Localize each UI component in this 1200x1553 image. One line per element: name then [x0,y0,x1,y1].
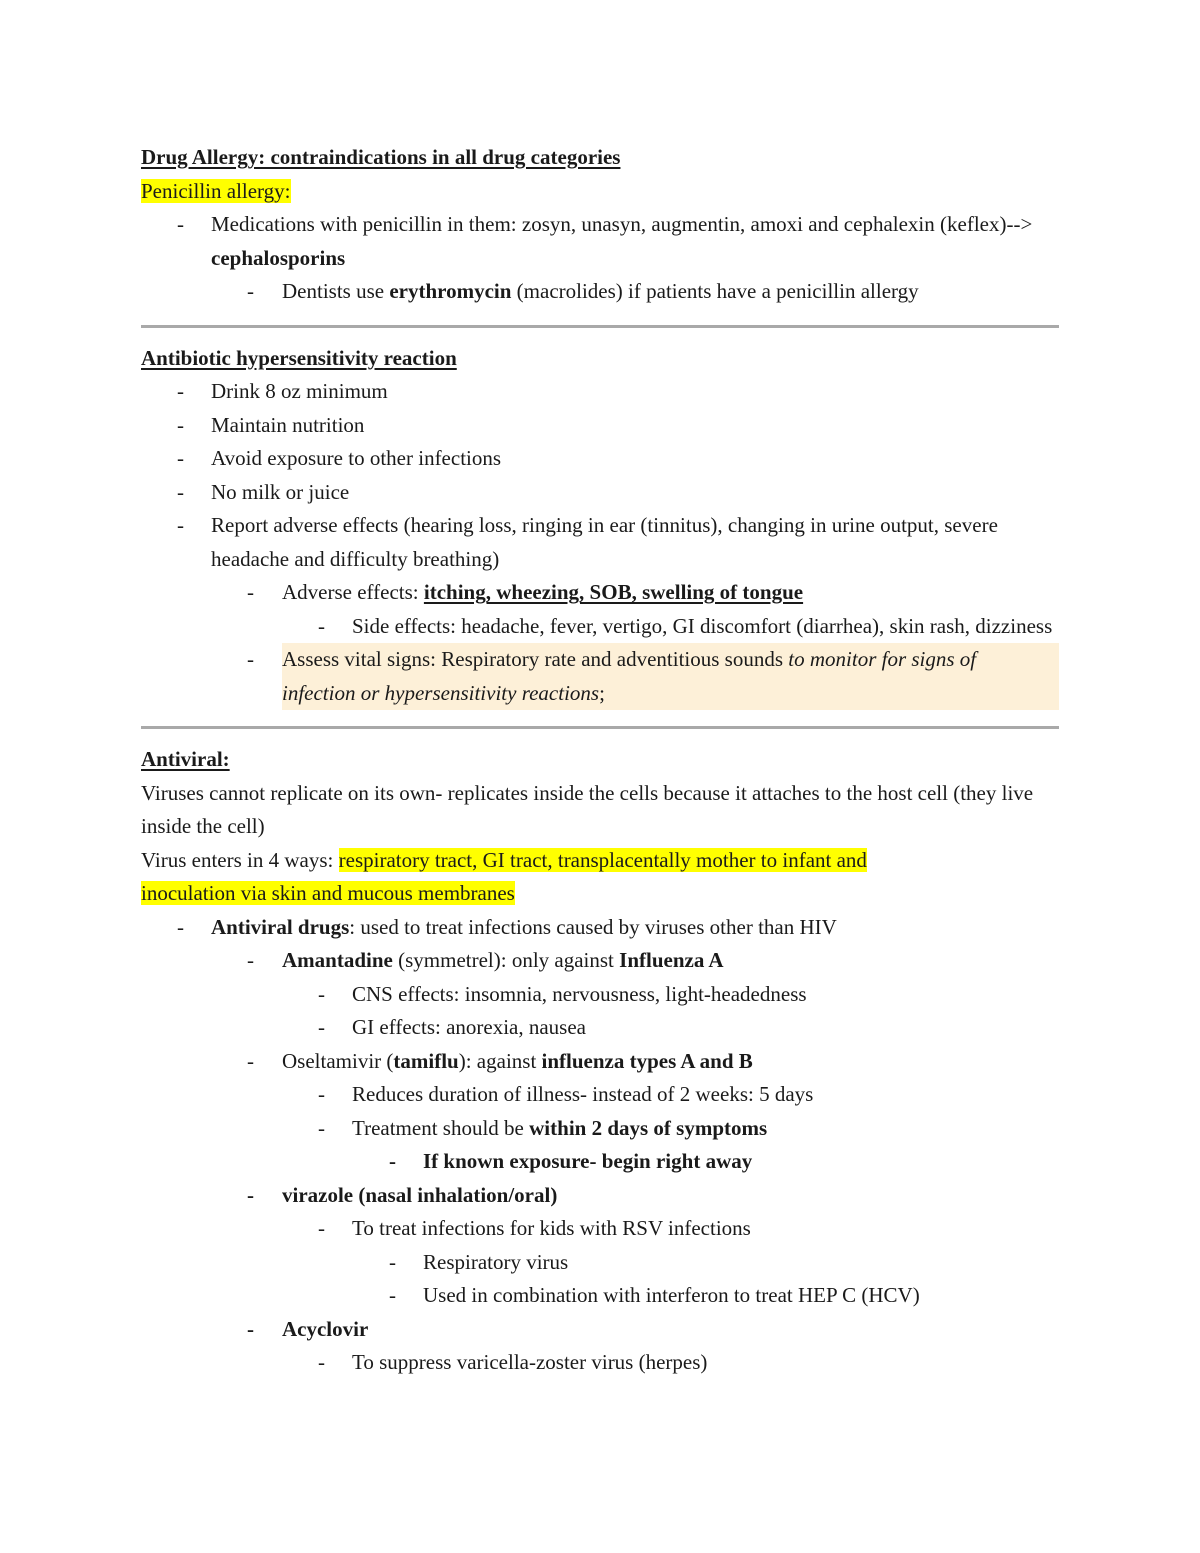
bullet-dash: - [177,914,184,939]
highlight: Penicillin allergy: [141,178,291,203]
bullet-dash: - [177,212,184,236]
list-item-text: Assess vital signs: Respiratory rate and adventitious sounds [282,647,789,671]
bullet-dash: - [318,613,325,638]
bold-term: influenza types A and B [541,1048,753,1073]
list-item-text: Report adverse effects (hearing loss, ringing in ear (tinnitus), changing in urine output, severe headache and difficulty breathing) [211,513,998,571]
bullet-dash: - [247,580,254,604]
bullet-dash: - [318,1015,325,1039]
list-item [141,1346,1059,1380]
list-item [141,978,1059,1012]
bullet-dash: - [247,1182,254,1207]
bold-term: itching, wheezing, SOB, swelling of tongue [423,580,804,604]
bullet-dash: - [389,1249,396,1274]
list-item [141,1078,1059,1112]
list-item [141,442,1059,476]
list-item [141,476,1059,510]
list-item [141,275,1059,309]
bullet-dash: - [177,446,184,470]
bullet-dash: - [318,1115,325,1140]
bullet-dash: - [247,1048,254,1073]
list-item [141,1145,1059,1179]
list-item [141,1279,1059,1313]
list-item-text: Reduces duration of illness- instead of 2 weeks: 5 days [352,1082,814,1106]
highlight: respiratory tract, GI tract, transplacentally mother to infant and [338,847,867,872]
penicillin-allergy-label [141,175,1059,209]
bullet-dash: - [177,379,184,403]
bullet-dash: - [318,1082,325,1106]
bullet-dash: - [247,647,254,671]
list-item-text: Medications with penicillin in them: zosyn, unasyn, augmentin, amoxi and cephalexin (keflex)--> [211,212,1033,236]
bold-term: Acyclovir [282,1316,369,1341]
list-item-text: Oseltamivir ( [282,1048,394,1073]
list-item [141,1246,1059,1280]
section-heading-drug-allergy: Drug Allergy: contraindications in all drug categories [141,145,621,169]
list-item-text: Dentists use [282,279,390,303]
list-item-text: ): against [458,1048,542,1073]
list-item-text: Maintain nutrition [211,412,365,437]
list-item [141,1179,1059,1213]
list-item-text: Treatment should be [352,1115,530,1140]
list-item-text: No milk or juice [211,479,350,504]
list-item [141,1112,1059,1146]
list-item [141,610,1059,644]
bold-term: Antiviral drugs [211,914,350,939]
bullet-dash: - [247,279,254,303]
list-item-text: Respiratory virus [423,1249,569,1274]
list-item-text: : used to treat infections caused by viruses other than HIV [349,914,837,939]
bullet-dash: - [318,1216,325,1240]
bullet-dash: - [177,412,184,437]
list-item [141,944,1059,978]
bullet-dash: - [177,479,184,504]
bullet-dash: - [318,1350,325,1374]
list-item-text: Side effects: headache, fever, vertigo, GI discomfort (diarrhea), skin rash, dizziness [352,613,1053,638]
bold-term: virazole (nasal inhalation/oral) [282,1182,558,1207]
list-item [141,1212,1059,1246]
list-item [141,375,1059,409]
list-item [141,1313,1059,1347]
list-item-text: CNS effects: insomnia, nervousness, light-headedness [352,981,807,1006]
section-heading-antiviral: Antiviral: [141,747,230,771]
list-item-text: Used in combination with interferon to treat HEP C (HCV) [423,1283,920,1307]
list-item-text: To suppress varicella-zoster virus (herpes) [352,1350,708,1374]
list-item-text: ; [599,680,605,705]
paragraph: Viruses cannot replicate on its own- replicates inside the cells because it attaches to the host cell (they live inside the cell) [141,780,1034,838]
list-item-text: To treat infections for kids with RSV infections [352,1216,751,1240]
paragraph [141,877,1059,911]
bold-term: tamiflu [393,1048,459,1073]
bold-term: cephalosporins [211,245,346,270]
bullet-dash: - [389,1283,396,1307]
list-item [141,576,1059,610]
paragraph [141,844,1059,878]
paragraph-text: Virus enters in 4 ways: [141,847,339,872]
bullet-dash: - [247,948,254,972]
bold-term: Amantadine [282,948,393,972]
list-item [141,1045,1059,1079]
highlight [282,643,1059,710]
italic-text: to monitor for signs of infection or hypersensitivity reactions [282,647,977,705]
bullet-dash: - [247,1316,254,1341]
section-heading-hypersensitivity: Antibiotic hypersensitivity reaction [141,345,457,370]
horizontal-divider [141,726,1059,729]
list-item-text: Drink 8 oz minimum [211,379,388,403]
list-item-text: (symmetrel): only against [392,948,620,972]
list-item [141,409,1059,443]
list-item [141,509,1059,576]
bold-term: within 2 days of symptoms [529,1115,768,1140]
bullet-dash: - [177,513,184,537]
bullet-dash: - [318,981,325,1006]
document-body [141,141,1059,1380]
list-item-text: (macrolides) if patients have a penicillin allergy [511,279,919,303]
list-item [141,643,1059,710]
bullet-dash: - [389,1149,396,1173]
highlight: inoculation via skin and mucous membranes [141,881,515,905]
list-item-text: Adverse effects: [282,580,424,604]
list-item [141,911,1059,945]
list-item-text: Avoid exposure to other infections [211,446,502,470]
bold-term: If known exposure- begin right away [423,1149,753,1173]
list-item [141,208,1059,275]
list-item-text: GI effects: anorexia, nausea [352,1015,586,1039]
bold-term: Influenza A [619,948,724,972]
horizontal-divider [141,325,1059,328]
list-item [141,1011,1059,1045]
bold-term: erythromycin [389,279,512,303]
